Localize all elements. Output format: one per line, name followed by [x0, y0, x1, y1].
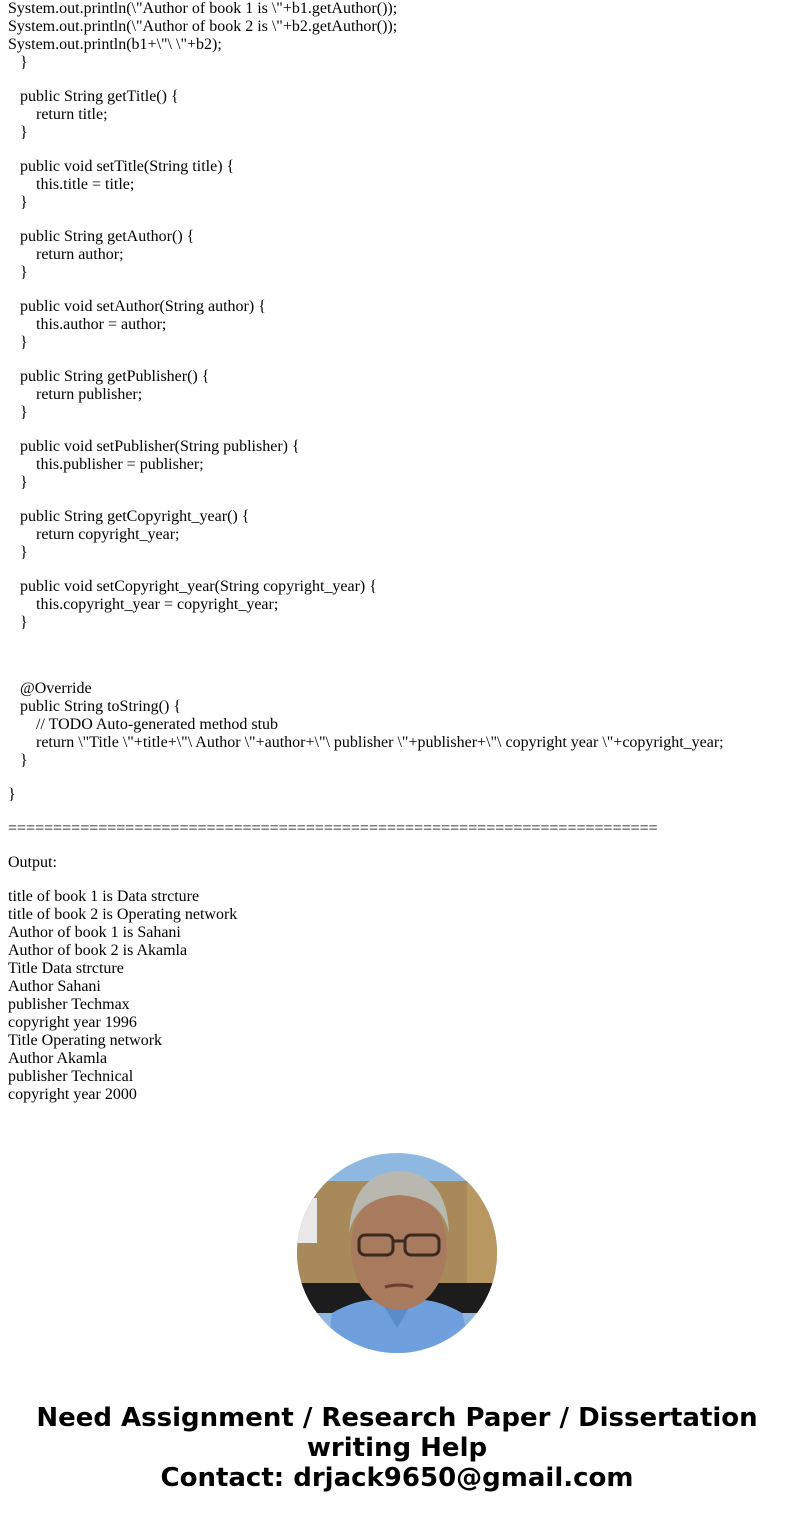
code-line: Author Sahani — [8, 978, 101, 995]
code-line: } — [20, 264, 28, 281]
blank-line — [8, 212, 788, 228]
blank-line — [8, 562, 788, 578]
promo-line-2: writing Help — [306, 1433, 488, 1463]
code-line: } — [20, 614, 28, 631]
code-line: } — [20, 334, 28, 351]
promo-line-1: Need Assignment / Research Paper / Dissertation — [36, 1403, 758, 1433]
code-line: public void setTitle(String title) { — [20, 158, 235, 175]
code-line: Title Operating network — [8, 1032, 163, 1049]
blank-line — [8, 282, 788, 298]
code-line: System.out.println(\"Author of book 1 is \"+b1.getAuthor()); — [8, 0, 398, 17]
blank-line — [8, 142, 788, 158]
code-line: return copyright_year; — [36, 526, 180, 543]
code-line: // TODO Auto-generated method stub — [36, 716, 279, 733]
code-line: title of book 2 is Operating network — [8, 906, 238, 923]
code-line: copyright year 1996 — [8, 1014, 137, 1031]
blank-line — [8, 770, 788, 786]
code-line: public String getAuthor() { — [20, 228, 195, 245]
author-avatar — [297, 1153, 497, 1353]
blank-line — [8, 838, 788, 854]
code-line: System.out.println(b1+\"\ \"+b2); — [8, 36, 222, 53]
code-line: System.out.println(\"Author of book 2 is \"+b2.getAuthor()); — [8, 18, 398, 35]
code-line: @Override — [20, 680, 92, 697]
code-line: } — [8, 786, 16, 803]
blank-line — [8, 352, 788, 368]
code-line: } — [20, 474, 28, 491]
code-document — [8, 0, 788, 1104]
promo-contact: Contact: drjack9650@gmail.com — [160, 1463, 634, 1493]
code-line: Output: — [8, 854, 57, 871]
code-line: public String toString() { — [20, 698, 182, 715]
portrait-image — [297, 1153, 497, 1353]
code-line: this.title = title; — [36, 176, 135, 193]
code-line: } — [20, 404, 28, 421]
code-line: return publisher; — [36, 386, 143, 403]
code-line: Title Data strcture — [8, 960, 124, 977]
code-line: } — [20, 54, 28, 71]
code-line: public void setCopyright_year(String copyright_year) { — [20, 578, 377, 595]
blank-line — [8, 492, 788, 508]
code-line: this.author = author; — [36, 316, 167, 333]
code-line: public String getTitle() { — [20, 88, 179, 105]
blank-line — [8, 664, 788, 680]
code-line: copyright year 2000 — [8, 1086, 137, 1103]
blank-line — [8, 72, 788, 88]
code-line: publisher Technical — [8, 1068, 134, 1085]
code-line: publisher Techmax — [8, 996, 130, 1013]
promo-banner — [0, 1403, 794, 1493]
code-line: Author Akamla — [8, 1050, 108, 1067]
code-line: } — [20, 194, 28, 211]
code-line: return title; — [36, 106, 108, 123]
code-line: } — [20, 124, 28, 141]
code-line: this.copyright_year = copyright_year; — [36, 596, 279, 613]
code-line: public void setPublisher(String publisher) { — [20, 438, 300, 455]
code-line: Author of book 2 is Akamla — [8, 942, 188, 959]
code-line: return author; — [36, 246, 124, 263]
blank-line — [8, 632, 788, 648]
code-line: return \"Title \"+title+\"\ Author \"+author+\"\ publisher \"+publisher+\"\ copyright year \"+copyright_year; — [36, 734, 724, 751]
code-line: title of book 1 is Data strcture — [8, 888, 200, 905]
code-line: public void setAuthor(String author) { — [20, 298, 266, 315]
code-line: this.publisher = publisher; — [36, 456, 204, 473]
blank-line — [8, 422, 788, 438]
code-line: ======================================================================== — [8, 820, 658, 837]
blank-line — [8, 872, 788, 888]
code-line: public String getCopyright_year() { — [20, 508, 250, 525]
code-line: } — [20, 752, 28, 769]
code-line: } — [20, 544, 28, 561]
code-line: public String getPublisher() { — [20, 368, 210, 385]
blank-line — [8, 804, 788, 820]
blank-line — [8, 648, 788, 664]
code-line: Author of book 1 is Sahani — [8, 924, 181, 941]
